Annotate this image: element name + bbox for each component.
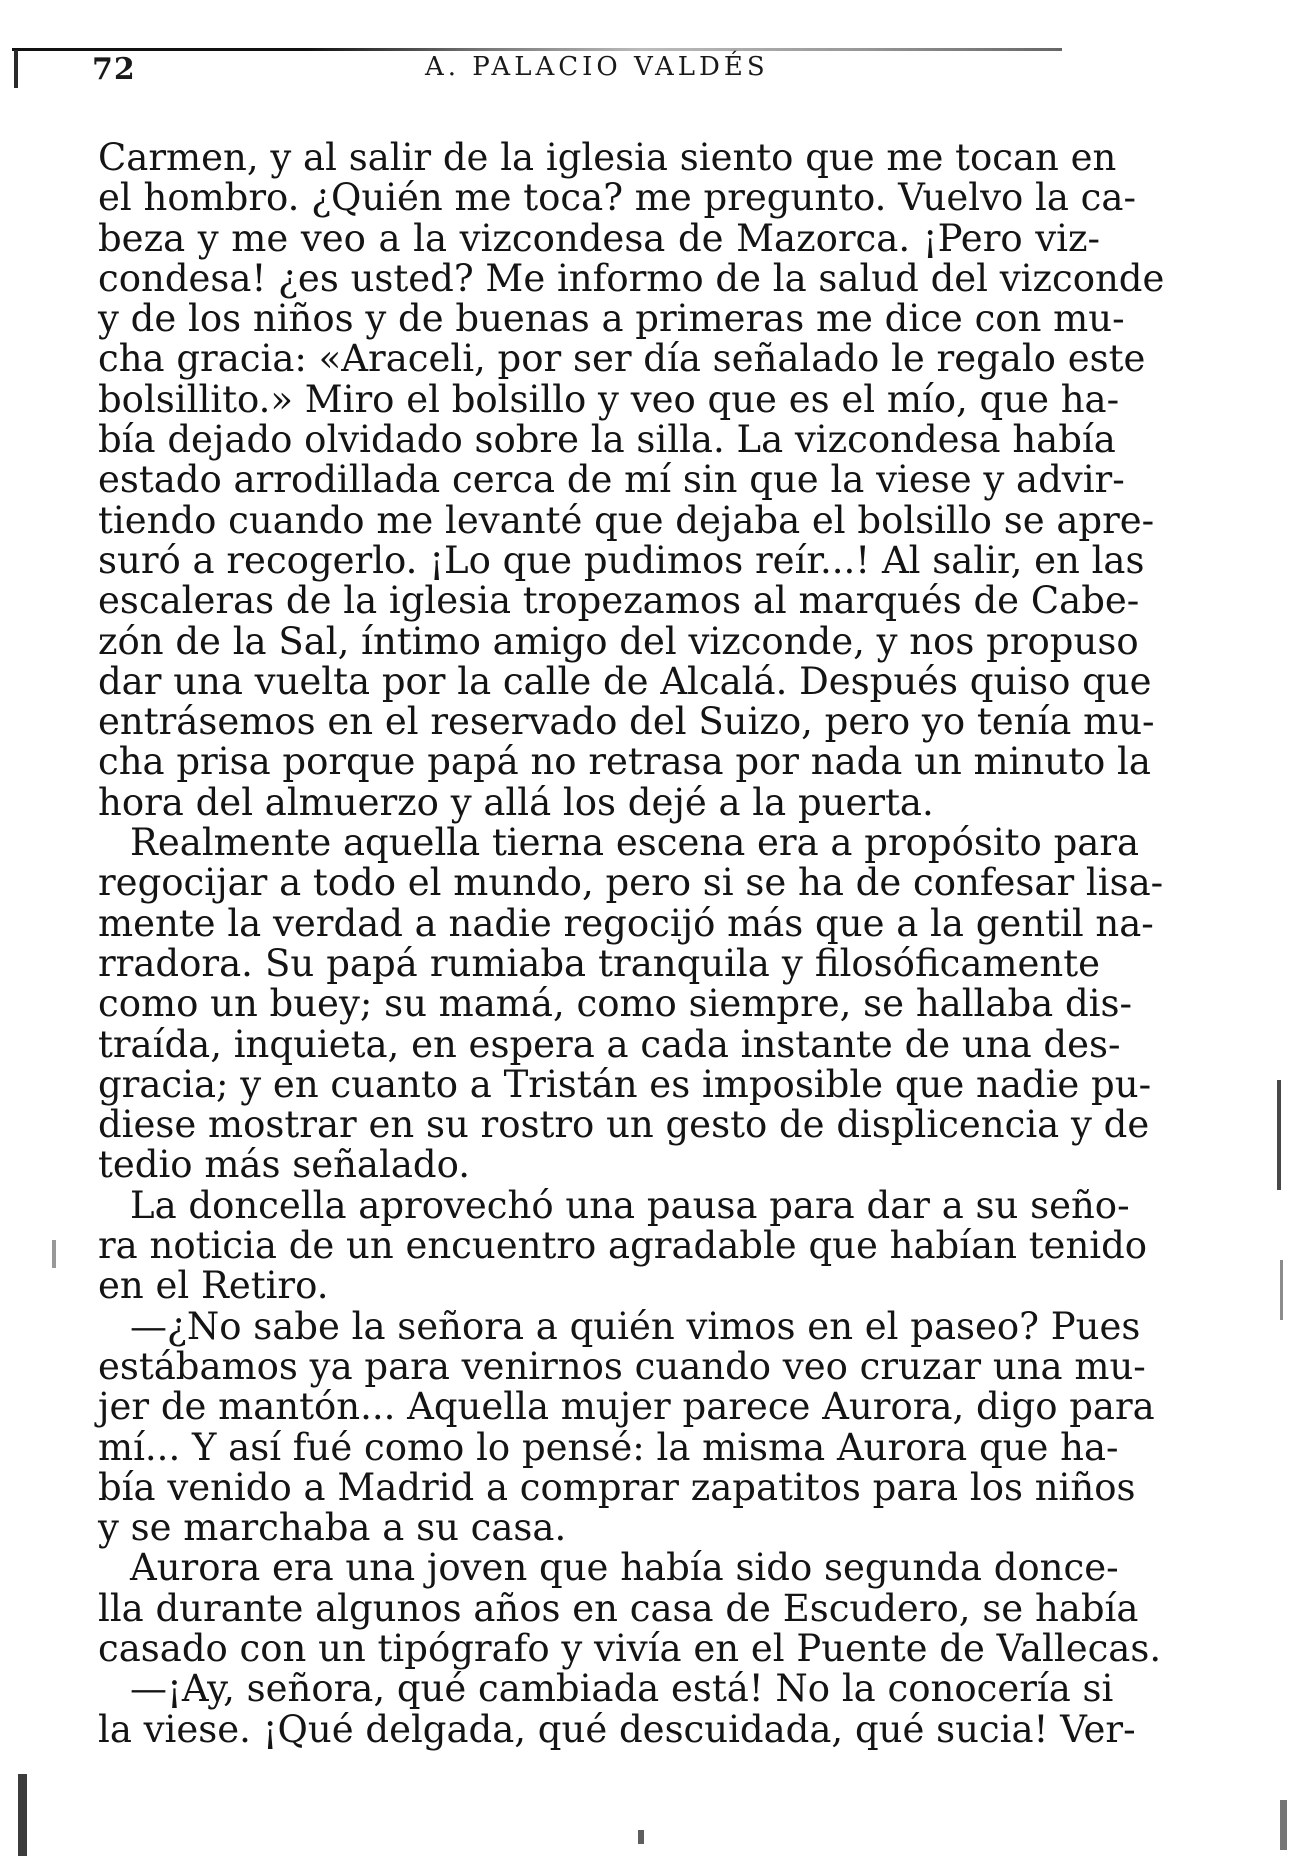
text-line: gracia; y en cuanto a Tristán es imposible que nadie pu- (98, 1062, 1152, 1106)
text-line: ra noticia de un encuentro agradable que habían tenido (98, 1224, 1148, 1268)
text-line: bolsillito.» Miro el bolsillo y veo que es el mío, que ha- (98, 377, 1120, 421)
scan-smudge (638, 1830, 644, 1844)
text-line: dar una vuelta por la calle de Alcalá. Después quiso que (98, 659, 1152, 703)
text-line: bía venido a Madrid a comprar zapatitos para los niños (98, 1465, 1136, 1509)
text-line: cha gracia: «Araceli, por ser día señalado le regalo este (98, 337, 1146, 381)
text-line: beza y me veo a la vizcondesa de Mazorca. ¡Pero viz- (98, 216, 1100, 260)
text-line: tiendo cuando me levanté que dejaba el bolsillo se apre- (98, 498, 1155, 542)
text-line: lla durante algunos años en casa de Escudero, se había (98, 1586, 1139, 1630)
text-line: Carmen, y al salir de la iglesia siento que me tocan en (98, 136, 1117, 179)
text-line: entrásemos en el reservado del Suizo, pero yo tenía mu- (98, 700, 1155, 744)
scan-smudge (1280, 1260, 1283, 1320)
text-line: La doncella aprovechó una pausa para dar a su seño- (130, 1183, 1130, 1227)
text-line: mente la verdad a nadie regocijó más que a la gentil na- (98, 901, 1154, 945)
header-rule (12, 48, 1062, 51)
text-line: mí... Y así fué como lo pensé: la misma Aurora que ha- (98, 1425, 1119, 1469)
header-rule-tick (14, 50, 18, 88)
text-line: y de los niños y de buenas a primeras me dice con mu- (98, 297, 1125, 341)
text-line: —¡Ay, señora, qué cambiada está! No la conocería si (130, 1667, 1114, 1711)
text-line: como un buey; su mamá, como siempre, se hallaba dis- (98, 982, 1132, 1026)
text-line: y se marchaba a su casa. (98, 1506, 567, 1550)
text-line: tedio más señalado. (98, 1143, 470, 1187)
text-line: hora del almuerzo y allá los dejé a la puerta. (98, 780, 934, 824)
text-line: suró a recogerlo. ¡Lo que pudimos reír...! Al salir, en las (98, 538, 1145, 582)
scan-smudge (1280, 1800, 1287, 1850)
text-line: Aurora era una joven que había sido segunda donce- (130, 1546, 1119, 1590)
text-line: estábamos ya para venirnos cuando veo cruzar una mu- (98, 1344, 1146, 1388)
text-line: estado arrodillada cerca de mí sin que la viese y advir- (98, 458, 1125, 502)
text-line: escaleras de la iglesia tropezamos al marqués de Cabe- (98, 579, 1140, 623)
text-line: traída, inquieta, en espera a cada instante de una des- (98, 1022, 1121, 1066)
text-line: bía dejado olvidado sobre la silla. La vizcondesa había (98, 418, 1116, 462)
text-line: condesa! ¿es usted? Me informo de la salud del vizconde (98, 256, 1165, 300)
text-line: zón de la Sal, íntimo amigo del vizconde, y nos propuso (98, 619, 1139, 663)
text-line: jer de mantón... Aquella mujer parece Aurora, digo para (98, 1385, 1155, 1429)
text-line: la viese. ¡Qué delgada, qué descuidada, qué sucia! Ver- (98, 1707, 1136, 1751)
text-line: —¿No sabe la señora a quién vimos en el paseo? Pues (130, 1304, 1141, 1348)
text-line: Realmente aquella tierna escena era a propósito para (130, 821, 1140, 865)
text-line: rradora. Su papá rumiaba tranquila y filosóficamente (98, 941, 1100, 985)
text-line: en el Retiro. (98, 1264, 329, 1308)
running-head: A. PALACIO VALDÉS (425, 52, 769, 82)
scan-smudge (1277, 1080, 1281, 1190)
text-line: diese mostrar en su rostro un gesto de displicencia y de (98, 1103, 1150, 1147)
text-line: casado con un tipógrafo y vivía en el Puente de Vallecas. (98, 1626, 1162, 1670)
scan-smudge (52, 1240, 56, 1268)
text-line: el hombro. ¿Quién me toca? me pregunto. Vuelvo la ca- (98, 176, 1136, 220)
page-number: 72 (92, 52, 136, 87)
scan-smudge (18, 1774, 27, 1856)
text-line: regocijar a todo el mundo, pero si se ha de confesar lisa- (98, 861, 1164, 905)
body-text (98, 136, 1165, 1751)
text-line: cha prisa porque papá no retrasa por nada un minuto la (98, 740, 1151, 784)
